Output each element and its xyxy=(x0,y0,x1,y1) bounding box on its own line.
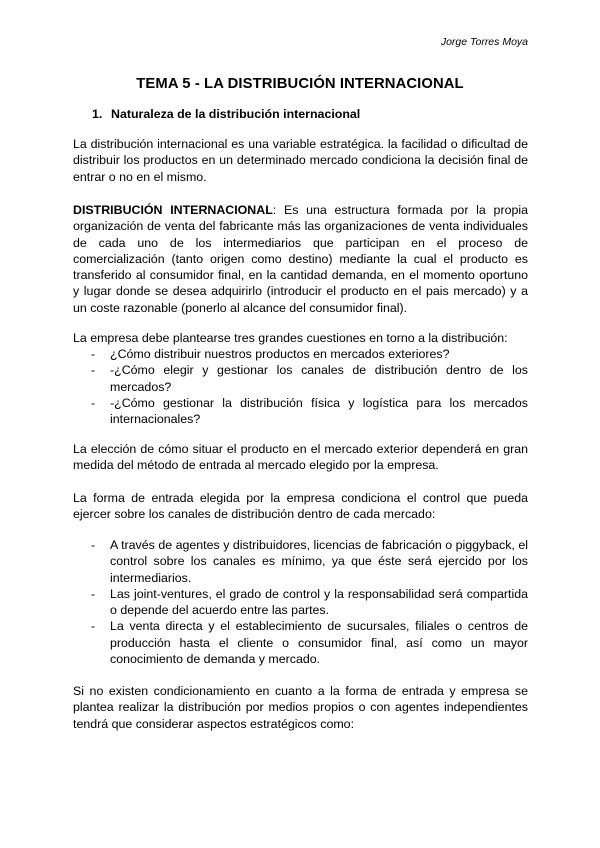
section-number: 1. xyxy=(92,107,103,121)
dash-marker: - xyxy=(91,619,96,634)
paragraph-definition xyxy=(73,202,528,316)
dash-marker: - xyxy=(91,347,96,361)
section-heading xyxy=(92,106,360,122)
dash-marker: - xyxy=(91,395,96,410)
list-item: - Las joint-ventures, el grado de control y la responsabilidad será compartida o depende del acuerdo entre las partes. xyxy=(91,586,528,618)
page-title: TEMA 5 - LA DISTRIBUCIÓN INTERNACIONAL xyxy=(136,76,464,92)
paragraph-intro: La distribución internacional es una variable estratégica. la facilidad o dificultad de distribuir los productos en un determinado mercado condiciona la decisión final de entrar o no en el mismo. xyxy=(73,137,528,184)
definition-text: : Es una estructura formada por la propia organización de venta del fabricante más las organizaciones de venta individuales de cada uno de los intermediarios que participan en el proceso de comercialización (tanto origen como destino) mediante la cual el producto es transferido al consumidor final, en la cantidad demanda, en el momento oportuno y lugar donde se desea adquirirlo (introducir el producto en el pais mercado) y a un coste razonable (ponerlo al alcance del consumidor final). xyxy=(73,203,528,315)
list-item: - A través de agentes y distribuidores, licencias de fabricación o piggyback, el control sobre los canales es mínimo, ya que éste será ejercido por los intermediarios. xyxy=(91,538,528,585)
list-item: - La venta directa y el establecimiento de sucursales, filiales o centros de producción hasta el cliente o consumidor final, así como un mayor conocimiento de demanda y mercado. xyxy=(91,619,528,667)
list-item: - -¿Cómo gestionar la distribución física y logística para los mercados internacionales? xyxy=(91,395,528,427)
paragraph-strategic-aspects: Si no existen condicionamiento en cuanto a la forma de entrada y empresa se plantea realizar la distribución por medios propios o con agentes independientes tendrá que considerar aspectos estratégicos como: xyxy=(73,684,528,731)
dash-marker: - xyxy=(91,363,96,378)
questions-list xyxy=(73,346,528,427)
definition-term: DISTRIBUCIÓN INTERNACIONAL xyxy=(73,203,273,217)
paragraph-placement: La elección de cómo situar el producto en el mercado exterior dependerá en gran medida del método de entrada al mercado elegido por la empresa. xyxy=(73,442,528,473)
dash-marker: - xyxy=(91,586,96,601)
section-label: Naturaleza de la distribución internacional xyxy=(111,107,361,121)
list-item: - ¿Cómo distribuir nuestros productos en mercados exteriores? xyxy=(91,347,450,361)
author-header: Jorge Torres Moya xyxy=(440,36,528,48)
list-item: - -¿Cómo elegir y gestionar los canales de distribución dentro de los mercados? xyxy=(91,363,528,394)
paragraph-entry-control: La forma de entrada elegida por la empresa condiciona el control que pueda ejercer sobre los canales de distribución dentro de cada mercado: xyxy=(73,491,528,522)
entry-forms-list xyxy=(73,537,528,667)
dash-marker: - xyxy=(91,538,96,552)
paragraph-questions-intro: La empresa debe plantearse tres grandes cuestiones en torno a la distribución: xyxy=(73,331,508,345)
